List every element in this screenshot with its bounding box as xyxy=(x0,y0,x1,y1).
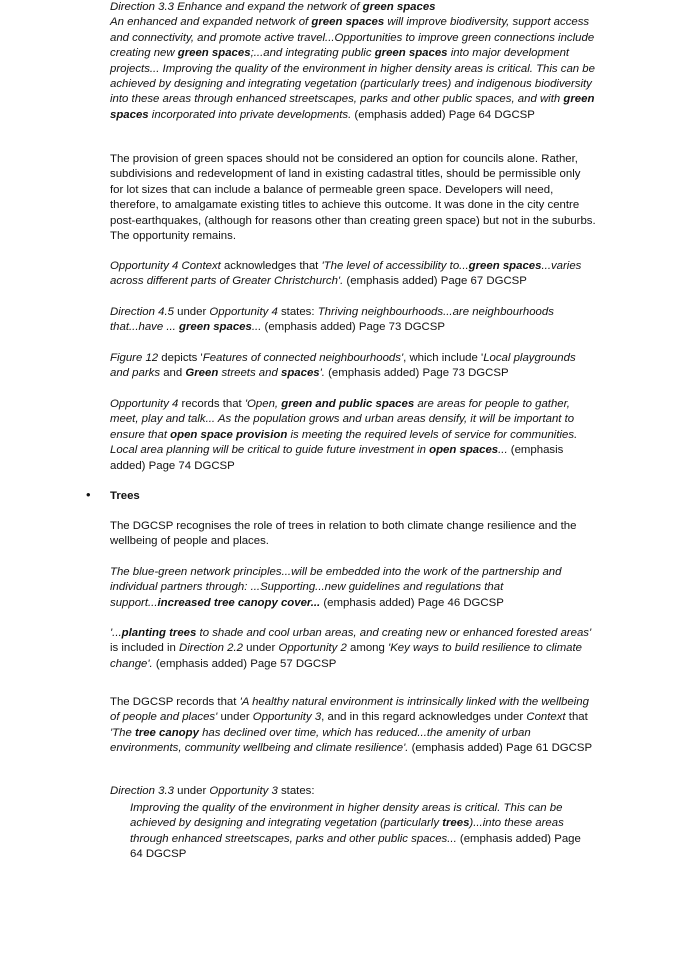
text-run: green spaces xyxy=(362,1,436,13)
text-run: open spaces xyxy=(429,444,499,457)
paragraph-dir45 xyxy=(110,305,596,336)
text-run: Opportunity 2 xyxy=(278,642,347,655)
text-run: has declined over time, which has reduced...the amenity of urban environments, community wellbeing and climate resilience'. xyxy=(110,726,531,755)
text-run: streets and xyxy=(218,367,281,380)
text-run: Opportunity 3 xyxy=(209,785,278,797)
text-run: incorporated into private developments. xyxy=(148,108,352,121)
text-run: Direction 4.5 xyxy=(110,306,174,318)
paragraph-dir33-under xyxy=(110,784,596,799)
text-run: Green xyxy=(185,367,219,380)
bullet-trees: • xyxy=(86,487,91,502)
text-run: Direction 2.2 xyxy=(179,642,243,655)
paragraph-provision xyxy=(110,152,596,244)
text-run: 'The xyxy=(110,726,135,739)
text-run: 'Key ways to build resilience to climate change'. xyxy=(110,642,583,670)
text-run: ;...and integrating public xyxy=(250,47,375,60)
text-run: increased tree canopy cover... xyxy=(157,596,321,609)
paragraph-dir33-enhance xyxy=(110,0,596,123)
text-run: (emphasis added) Page 61 DGCSP xyxy=(408,742,593,755)
text-run: Opportunity 4 xyxy=(110,398,179,410)
text-run: green spaces xyxy=(110,93,595,121)
text-run: (emphasis added) Page 73 DGCSP xyxy=(324,367,509,380)
text-run: (emphasis added) Page 64 DGCSP xyxy=(351,108,535,121)
paragraph-healthy-env xyxy=(110,695,596,757)
text-run: green and public spaces xyxy=(281,398,415,410)
text-run: tree canopy xyxy=(134,726,199,739)
text-run: and xyxy=(160,367,186,380)
text-run: Direction 3.3 xyxy=(110,785,174,797)
text-run: The DGCSP recognises the role of trees in relation to both climate change resilience and the wellbeing of people and places. xyxy=(110,520,577,548)
text-run: ... xyxy=(498,444,508,457)
text-run: Improving the quality of the environment in higher density areas is critical. This can be achieved by designing and integrating vegetation (particularly xyxy=(130,802,563,830)
text-run: Local playgrounds and parks xyxy=(110,352,576,380)
text-run: trees xyxy=(442,817,470,830)
text-run: , and in this regard acknowledges under xyxy=(321,711,527,724)
text-run: planting trees xyxy=(121,627,197,639)
text-run: acknowledges that xyxy=(220,260,322,272)
text-run: will improve biodiversity, support access and connectivity, and promote active travel...Opportunities to improve green connections include creating new xyxy=(110,16,595,60)
text-run: states: xyxy=(277,306,318,318)
text-run: The blue-green network principles...will be embedded into the work of the partnership and individual partners through: ...Supporting...new guidelines and regulations that support... xyxy=(110,566,562,609)
text-run: The DGCSP records that xyxy=(110,696,240,708)
text-run: is meeting the required levels of service for communities. Local area planning will be critical to guide future investment in xyxy=(110,428,578,457)
text-run: (emphasis added) Page 57 DGCSP xyxy=(152,657,337,670)
text-run: Thriving neighbourhoods...are neighbourhoods that...have ... xyxy=(110,306,554,334)
paragraph-trees-heading xyxy=(110,489,596,504)
paragraph-planting-trees xyxy=(110,626,596,672)
text-run: An enhanced and expanded network of xyxy=(110,16,312,29)
text-run: '. xyxy=(319,367,325,380)
text-run: states: xyxy=(277,785,315,797)
text-run: 'Open, xyxy=(244,398,282,410)
text-run: are areas for people to gather, meet, play and talk... As the population grows and urban areas densify, it will be important to ensure that xyxy=(110,398,575,441)
text-run: depicts ' xyxy=(158,352,203,364)
text-run: (emphasis added) Page 74 DGCSP xyxy=(110,444,564,472)
paragraph-dgcsp-recognises xyxy=(110,519,596,550)
text-run: )...into these areas through enhanced streetscapes, parks and other public spaces... xyxy=(130,817,564,845)
text-run: green spaces xyxy=(374,47,448,60)
text-run: spaces xyxy=(280,367,320,380)
paragraph-fig12 xyxy=(110,351,596,382)
paragraph-opp4-records xyxy=(110,397,596,474)
text-run: is included in xyxy=(110,642,180,655)
text-run: that xyxy=(565,711,588,724)
text-run: Context xyxy=(526,711,566,724)
text-run: under xyxy=(217,711,253,724)
paragraph-dir33-quote xyxy=(130,801,596,863)
text-run: Features of connected neighbourhoods' xyxy=(202,352,404,364)
text-run: green spaces xyxy=(468,260,542,272)
text-run: (emphasis added) Page 67 DGCSP xyxy=(343,275,527,288)
paragraph-opp4-context xyxy=(110,259,596,290)
text-run: '... xyxy=(110,627,122,639)
text-run: among xyxy=(346,642,389,655)
text-run: Opportunity 4 Context xyxy=(110,260,221,272)
text-run: The provision of green spaces should not be considered an option for councils alone. Rather, subdivisions and redevelopment of land in existing cadastral titles, should be permissible only for lot sizes that can include a balance of permeable green space. Developers will need, therefore, to amalgamate existing titles to achieve this outcome. It was done in the city centre post-earthquakes, (although for reasons other than creating green space) but not in the suburbs. The opportunity remains. xyxy=(110,153,596,243)
text-run: Opportunity 4 xyxy=(209,306,278,318)
text-run: Opportunity 3 xyxy=(252,711,322,724)
text-run: to shade and cool urban areas, and creating new or enhanced forested areas' xyxy=(196,627,592,639)
text-run: (emphasis added) Page 73 DGCSP xyxy=(261,321,445,334)
text-run: Trees xyxy=(110,490,140,502)
text-run: green spaces xyxy=(177,47,251,60)
text-run: under xyxy=(242,642,279,655)
text-run: Figure 12 xyxy=(110,352,159,364)
text-run: 'The level of accessibility to... xyxy=(321,260,469,272)
text-run: ...varies across different parts of Greater Christchurch'. xyxy=(110,260,582,288)
text-run: 'A healthy natural environment is intrinsically linked with the wellbeing of people and places' xyxy=(110,696,589,724)
text-run: Direction 3.3 Enhance and expand the network of xyxy=(110,1,363,13)
text-run: (emphasis added) Page 46 DGCSP xyxy=(320,596,504,609)
text-run: open space provision xyxy=(170,428,288,441)
text-run: records that xyxy=(178,398,245,410)
text-run: under xyxy=(173,306,210,318)
text-run: , which include ' xyxy=(403,352,484,364)
text-run: (emphasis added) Page 64 DGCSP xyxy=(130,832,581,861)
text-run: green spaces xyxy=(311,16,385,29)
text-run: under xyxy=(173,785,210,797)
text-run: ... xyxy=(251,321,262,334)
text-run: green spaces xyxy=(179,321,252,334)
paragraph-blue-green xyxy=(110,565,596,611)
text-run: into major development projects... Improving the quality of the environment in higher density areas is critical. This can be achieved by designing and integrating vegetation (particularly trees) and indigenous biodiversity into these areas through enhanced streetscapes, parks and other public spaces, and with xyxy=(110,47,595,106)
